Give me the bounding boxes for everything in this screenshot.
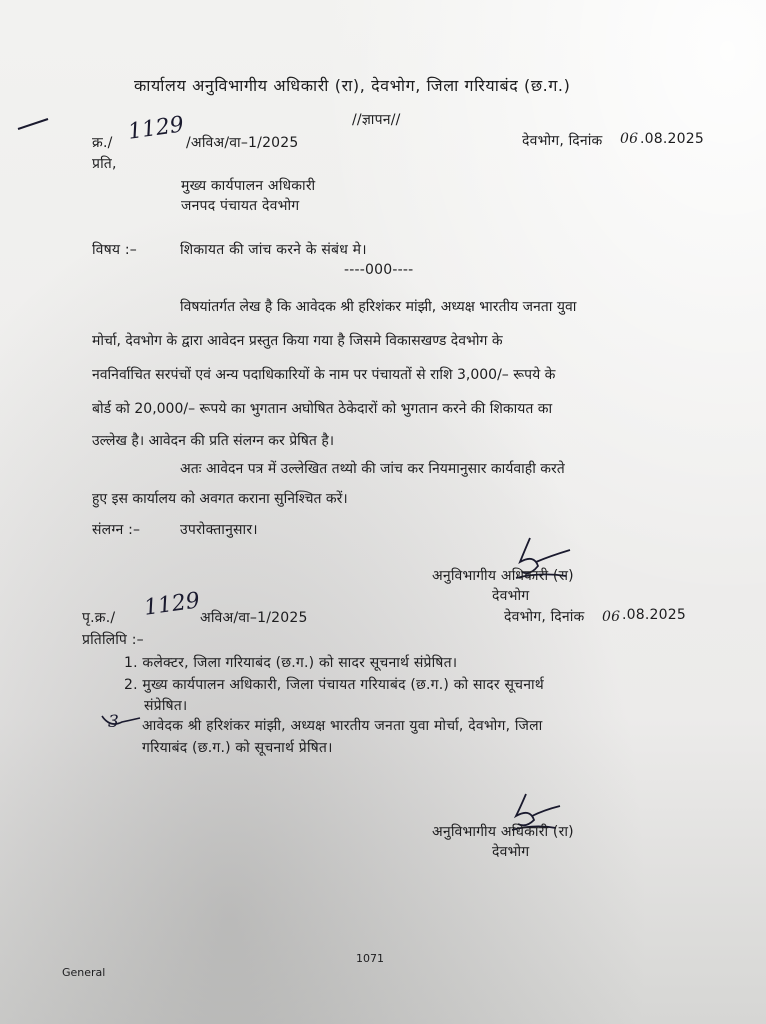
copy-item-3-hand-number: 3: [108, 712, 119, 732]
signature-1-title: अनुविभागीय अधिकारी (रा): [432, 568, 574, 584]
reference-suffix: /अविअ/वा–1/2025: [186, 135, 299, 151]
subject-text: शिकायत की जांच करने के संबंध मे।: [180, 242, 367, 258]
signature-2-place: देवभोग: [492, 844, 530, 860]
to-label: प्रति,: [92, 156, 117, 172]
memo-label: //ज्ञापन//: [352, 112, 401, 128]
separator: ----000----: [344, 262, 414, 278]
body-line-4: बोर्ड को 20,000/– रूपये का भुगतान अघोषित ठेकेदारों को भुगतान करने की शिकायत का: [92, 401, 553, 417]
recipient-line-2: जनपद पंचायत देवभोग: [181, 198, 300, 214]
copy-label: प्रतिलिपि :–: [82, 632, 144, 648]
copy-item-2: 2. मुख्य कार्यपालन अधिकारी, जिला पंचायत गरियाबंद (छ.ग.) को सादर सूचनार्थ: [124, 677, 544, 693]
copy-item-2-cont: संप्रेषित।: [144, 698, 188, 714]
recipient-line-1: मुख्य कार्यपालन अधिकारी: [181, 178, 316, 194]
copy-date-prefix: देवभोग, दिनांक: [504, 609, 585, 625]
action-line-2: हुए इस कार्यालय को अवगत कराना सुनिश्चित करें।: [92, 491, 348, 507]
page-number: 1071: [356, 952, 384, 965]
office-header: कार्यालय अनुविभागीय अधिकारी (रा), देवभोग, जिला गरियाबंद (छ.ग.): [134, 76, 571, 95]
copy-item-3-cont: गरियाबंद (छ.ग.) को सूचनार्थ प्रेषित।: [142, 740, 333, 756]
signature-1-place: देवभोग: [492, 588, 530, 604]
margin-tick-mark: [16, 116, 50, 132]
classification-label: General: [62, 966, 106, 979]
copy-item-3: आवेदक श्री हरिशंकर मांझी, अध्यक्ष भारतीय जनता युवा मोर्चा, देवभोग, जिला: [142, 718, 543, 734]
body-line-1: विषयांतर्गत लेख है कि आवेदक श्री हरिशंकर मांझी, अध्यक्ष भारतीय जनता युवा: [180, 299, 577, 315]
copy-date-rest: .08.2025: [622, 607, 686, 623]
reference-handwritten-number: 1129: [126, 112, 186, 145]
copy-reference-handwritten-number: 1129: [142, 588, 202, 621]
copy-item-3-hand-stroke: [100, 712, 142, 732]
date-prefix: देवभोग, दिनांक: [522, 133, 603, 149]
body-line-3: नवनिर्वाचित सरपंचों एवं अन्य पदाधिकारियों के नाम पर पंचायतों से राशि 3,000/– रूपये के: [92, 367, 556, 383]
enclosure-text: उपरोक्तानुसार।: [180, 522, 258, 538]
body-line-2: मोर्चा, देवभोग के द्वारा आवेदन प्रस्तुत किया गया है जिसमे विकासखण्ड देवभोग के: [92, 333, 503, 349]
body-line-5: उल्लेख है। आवेदन की प्रति संलग्न कर प्रेषित है।: [92, 433, 335, 449]
date-handwritten-day: 06: [620, 131, 639, 147]
date-rest: .08.2025: [640, 131, 704, 147]
reference-prefix: क्र./: [92, 135, 113, 151]
enclosure-label: संलग्न :–: [92, 522, 141, 538]
subject-label: विषय :–: [92, 242, 137, 258]
copy-date-handwritten-day: 06: [602, 609, 621, 625]
copy-item-1: 1. कलेक्टर, जिला गरियाबंद (छ.ग.) को सादर सूचनार्थ संप्रेषित।: [124, 655, 458, 671]
action-line-1: अतः आवेदन पत्र में उल्लेखित तथ्यो की जांच कर नियमानुसार कार्यवाही करते: [180, 461, 565, 477]
signature-2-title: अनुविभागीय अधिकारी (रा): [432, 824, 574, 840]
copy-reference-suffix: अविअ/वा–1/2025: [200, 610, 308, 626]
copy-reference-prefix: पृ.क्र./: [82, 610, 116, 626]
